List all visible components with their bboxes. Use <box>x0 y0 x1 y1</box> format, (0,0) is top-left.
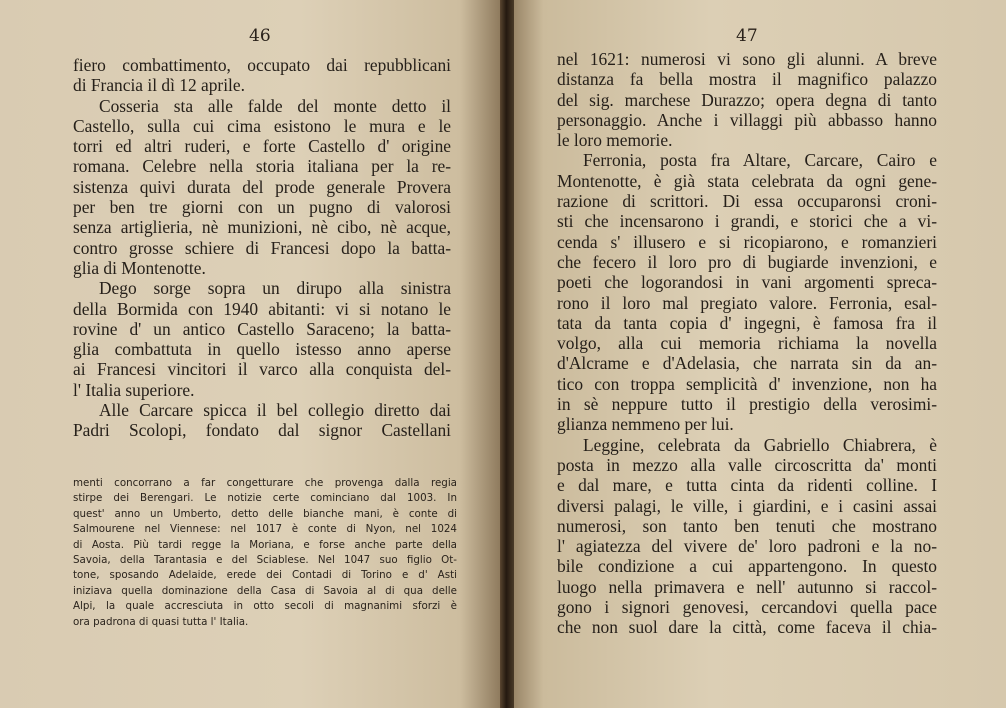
footnote-line: ora padrona di quasi tutta l' Italia. <box>73 615 249 628</box>
text-line: personaggio. Anche i villaggi più abbasso hanno <box>557 109 937 130</box>
text-line: fiero combattimento, occupato dai repubblicani <box>73 55 451 75</box>
footnote-line: Alpi, la quale accresciuta in otto secoli di magnanimi sforzi è <box>73 600 457 613</box>
page-number: 46 <box>249 26 271 46</box>
footnote-line: quest' anno un Umberto, detto delle bianche mani, è conte di <box>73 507 457 520</box>
footnote-line: di Aosta. Più tardi regge la Moriana, e forse anche parte della <box>73 538 457 551</box>
right-page <box>514 0 1006 708</box>
text-line: volgo, alla cui memoria richiama la novella <box>557 333 937 354</box>
footnote <box>73 476 457 630</box>
text-line: le loro memorie. <box>557 130 673 151</box>
text-line: glianza nemmeno per lui. <box>557 414 734 435</box>
text-line: tico con troppa semplicità d' invenzione, non ha <box>557 373 937 394</box>
text-line: l' agiatezza del vivere de' loro padroni e la no- <box>557 536 937 557</box>
page-number: 47 <box>736 26 758 46</box>
body-text <box>557 49 937 638</box>
text-line: tata da tanta copia d' ingegni, è famosa fra il <box>557 312 937 333</box>
body-text <box>73 55 451 441</box>
text-line: gono i signori genovesi, cercandovi quella pace <box>557 597 937 618</box>
text-line: rovine d' un antico Castello Saraceno; la batta- <box>73 318 451 339</box>
text-line: Cosseria sta alle falde del monte detto il <box>99 95 451 116</box>
text-line: che fecero il loro pro di bugiarde invenzioni, e <box>557 251 937 272</box>
text-line: torri ed altri ruderi, e forte Castello d' origine <box>73 136 451 157</box>
text-line: razione di scrittori. Di essa occuparonsi croni- <box>557 191 937 212</box>
text-line: in sè neppure tutto il prestigio della verosimi- <box>557 394 937 415</box>
text-line: glia di Montenotte. <box>73 257 206 278</box>
footnote-line: stirpe dei Berengari. Le notizie certe cominciano dal 1003. In <box>73 492 457 505</box>
text-line: Montenotte, è già stata celebrata da ogni gene- <box>557 170 937 191</box>
text-line: Castello, sulla cui cima esistono le mura e le <box>73 115 451 136</box>
text-line: rono il loro mal pregiato valore. Ferronia, esal- <box>557 292 937 313</box>
book-gutter <box>500 0 514 708</box>
text-line: posta in mezzo alla valle circoscritta da' monti <box>557 454 937 475</box>
text-line: che non suol dare la città, come faceva il chia- <box>557 617 937 638</box>
text-line: Alle Carcare spicca il bel collegio diretto dai <box>99 400 451 421</box>
text-line: d'Alcrame e d'Adelasia, che narrata sin da an- <box>557 353 937 374</box>
text-line: senza artiglieria, nè munizioni, nè cibo, nè acque, <box>73 217 451 238</box>
text-line: distanza fa bella mostra il magnifico palazzo <box>557 69 937 90</box>
text-line: glia combattuta in quello istesso anno aperse <box>73 339 451 360</box>
text-line: cenda s' illusero e si ricopiarono, e romanzieri <box>557 231 937 252</box>
text-line: per ben tre giorni con un pugno di valorosi <box>73 197 451 218</box>
footnote-line: iniziava quella dominazione della Casa di Savoia al di qua delle <box>73 584 457 597</box>
text-line: Dego sorge sopra un dirupo alla sinistra <box>99 278 451 299</box>
text-line: ai Francesi vincitori il varco alla conquista del- <box>73 359 451 380</box>
left-page <box>0 0 500 708</box>
text-line: Ferronia, posta fra Altare, Carcare, Cairo e <box>583 150 937 171</box>
text-line: Padri Scolopi, fondato dal signor Castellani <box>73 420 451 441</box>
footnote-line: Savoia, della Tarantasia e del Sciablese. Nel 1047 suo figlio Ot- <box>73 554 457 567</box>
text-line: e dal mare, e tutta cinta da ridenti colline. I <box>557 475 937 496</box>
text-line: sistenza quivi durata del prode generale Provera <box>73 176 451 197</box>
text-line: numerosi, son tanto ben tenuti che mostrano <box>557 515 937 536</box>
text-line: l' Italia superiore. <box>73 379 195 400</box>
text-line: nel 1621: numerosi vi sono gli alunni. A breve <box>557 49 937 69</box>
footnote-line: menti concorrano a far congetturare che provenga dalla regia <box>73 477 457 489</box>
text-line: sti che incensarono i grandi, e storici che a vi- <box>557 211 937 232</box>
text-line: contro grosse schiere di Francesi dopo la batta- <box>73 237 451 258</box>
text-line: diversi palagi, le ville, i giardini, e i casini assai <box>557 495 937 516</box>
footnote-line: Salmourene nel Viennese: nel 1017 è conte di Nyon, nel 1024 <box>73 523 457 536</box>
text-line: poeti che logorandosi in vani argomenti spreca- <box>557 272 937 293</box>
text-line: bile condizione a cui appartengono. In questo <box>557 556 937 577</box>
text-line: del sig. marchese Durazzo; opera degna di tanto <box>557 89 937 110</box>
text-line: della Bormida con 1940 abitanti: vi si notano le <box>73 298 451 319</box>
text-line: Leggine, celebrata da Gabriello Chiabrera, è <box>583 434 937 455</box>
text-line: di Francia il dì 12 aprile. <box>73 75 245 96</box>
footnote-line: tone, sposando Adelaide, erede dei Contadi di Torino e d' Asti <box>73 569 457 582</box>
text-line: luogo nella primavera e nell' autunno si raccol- <box>557 576 937 597</box>
text-line: romana. Celebre nella storia italiana per la re- <box>73 156 451 177</box>
